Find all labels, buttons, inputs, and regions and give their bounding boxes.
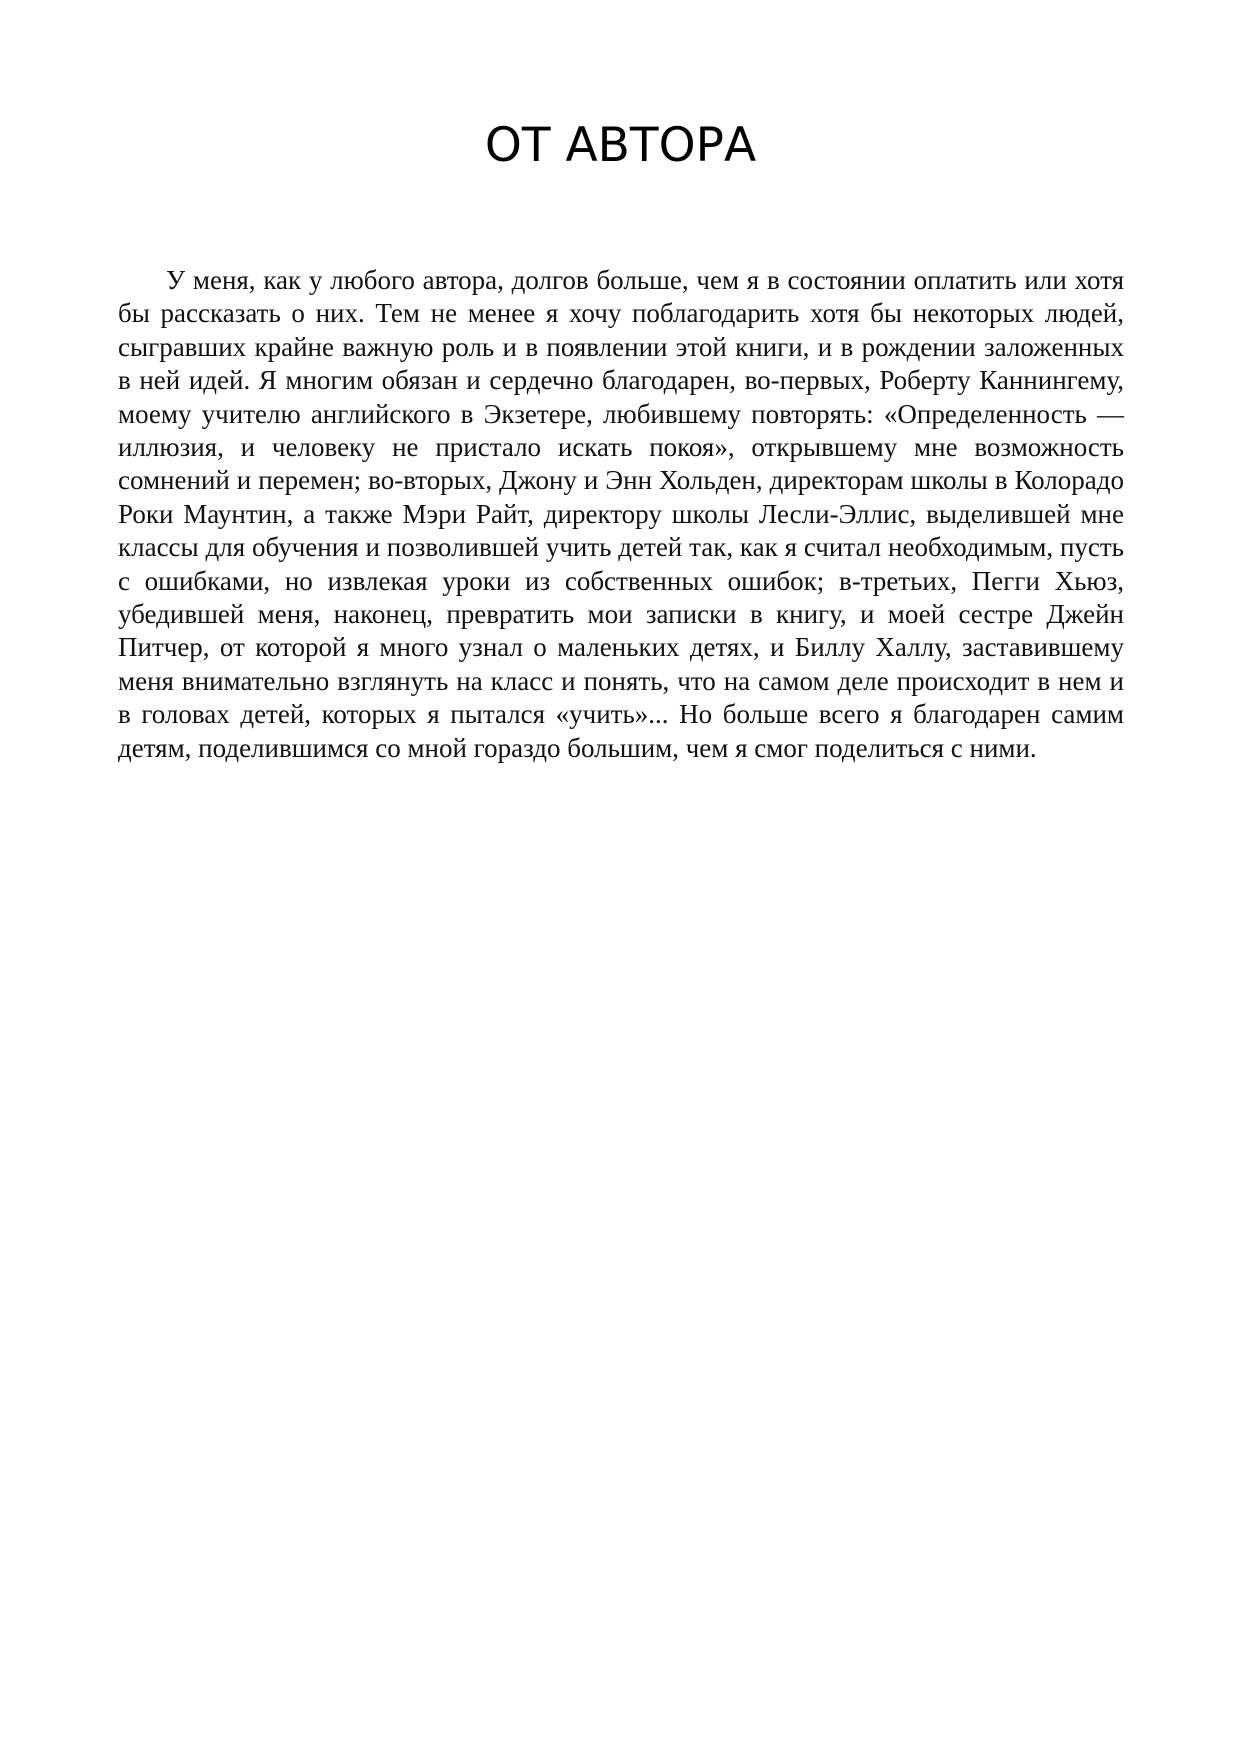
page-title: ОТ АВТОРА <box>484 118 757 173</box>
body-paragraph: У меня, как у любого автора, долгов больше, чем я в состоянии оплатить или хотя бы рассказать о них. Тем не менее я хочу поблагодарить хотя бы некоторых людей, сыгравших крайне важную роль и в появлении этой книги, и в рождении заложенных в ней идей. Я многим обязан и сердечно благодарен, во-первых, Роберту Каннингему, моему учителю английского в Экзетере, любившему повторять: «Определенность — иллюзия, и человеку не пристало искать покоя», открывшему мне возможность сомнений и перемен; во-вторых, Джону и Энн Хольден, директорам школы в Колорадо Роки Маунтин, а также Мэри Райт, директору школы Лесли-Эллис, выделившей мне классы для обучения и позволившей учить детей так, как я считал необходимым, пусть с ошибками, но извлекая уроки из собственных ошибок; в-третьих, Пегги Хьюз, убедившей меня, наконец, превратить мои записки в книгу, и моей сестре Джейн Питчер, от которой я много узнал о маленьких детях, и Биллу Халлу, заставившему меня внимательно взглянуть на класс и понять, что на самом деле происходит в нем и в головах детей, которых я пытался «учить»... Но больше всего я благодарен самим детям, поделившимся со мной гораздо большим, чем я смог поделиться с ними. <box>118 265 1124 763</box>
